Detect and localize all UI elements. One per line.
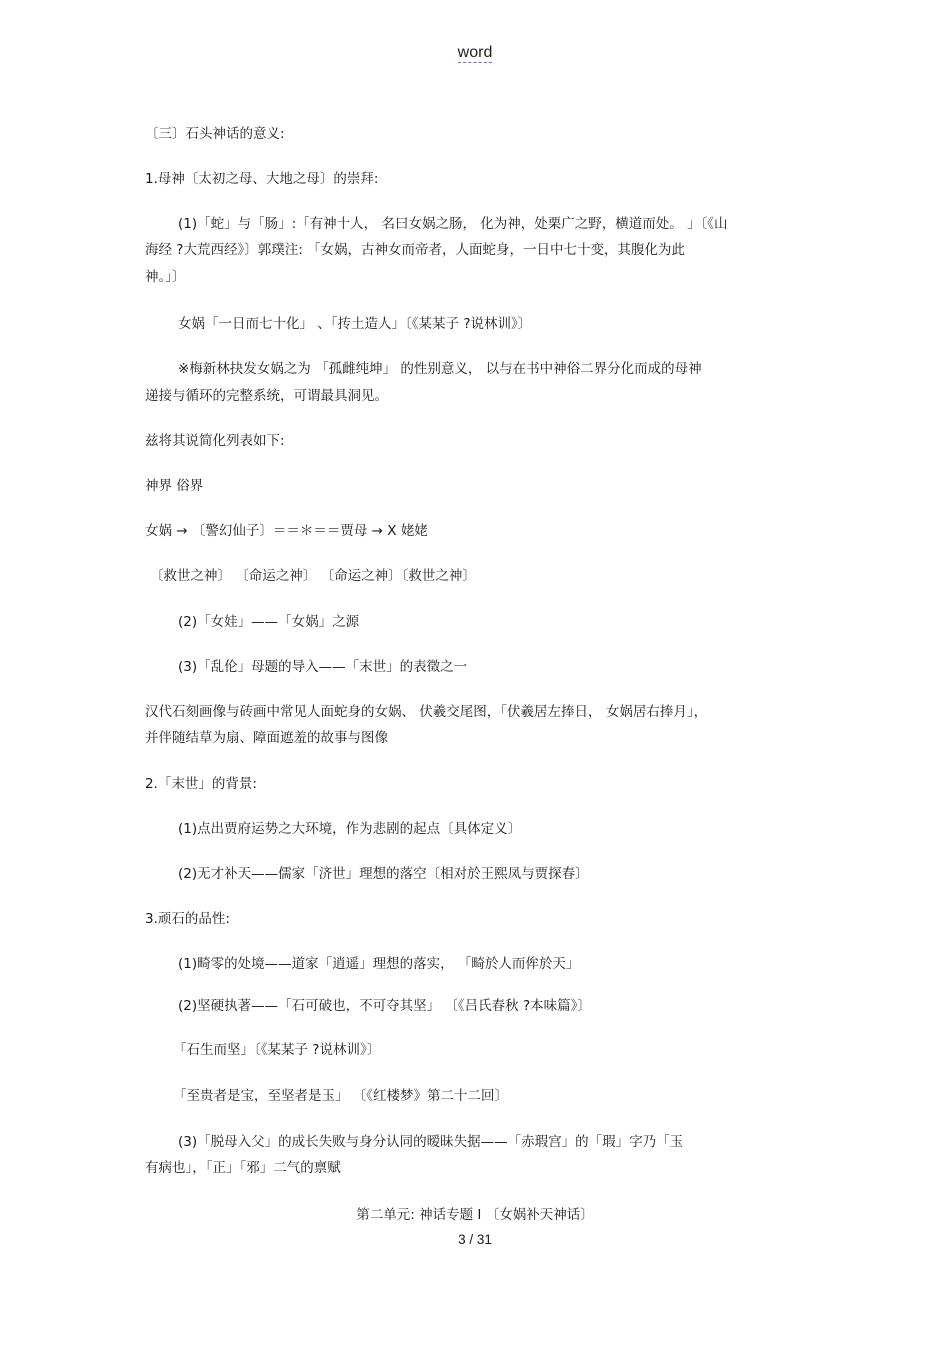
text-line: (2)「女娃」——「女娲」之源 <box>178 614 360 630</box>
text-line: 兹将其说简化列表如下: <box>145 433 285 449</box>
text-line: (2)无才补天——儒家「济世」理想的落空〔相对於王熙凤与贾探春〕 <box>178 866 589 882</box>
table-row: 女娲 → 〔警幻仙子〕＝＝＊＝＝贾母 → X 姥姥 <box>145 523 428 539</box>
text-line: 海经 ?大荒西经》〕郭璞注: 「女娲，古神女而帝者，人面蛇身，一日中七十变，其腹化为此 <box>145 242 686 258</box>
section-heading-3: 〔三〕石头神话的意义: <box>145 126 285 142</box>
table-header-line: 神界 俗界 <box>145 478 204 494</box>
text-line: (3)「脱母入父」的成长失败与身分认同的暧昧失据——「赤瑕宫」的「瑕」字乃「玉 <box>178 1134 684 1150</box>
text-line: 汉代石刻画像与砖画中常见人面蛇身的女娲、 伏羲交尾图，「伏羲居左捧日， 女娲居右捧月」， <box>145 704 708 720</box>
page-header <box>0 44 950 62</box>
subheading-end-era: 2.「末世」的背景: <box>145 776 257 792</box>
text-line: 「石生而坚」〔《某某子 ?说林训》〕 <box>173 1042 381 1058</box>
subheading-stone-nature: 3.顽石的品性: <box>145 911 230 927</box>
text-line: (3)「乱伦」母题的导入——「末世」的表徵之一 <box>178 659 468 675</box>
header-title: word <box>457 44 493 61</box>
text-line: (1)畸零的处境——道家「逍遥」理想的落实， 「畸於人而侔於天」 <box>178 956 580 972</box>
text-line: 「至贵者是宝，至坚者是玉」 〔《红楼梦》第二十二回〕 <box>173 1088 509 1104</box>
text-line: 女娲「一日而七十化」 、「抟土造人」〔《某某子 ?说林训》〕 <box>178 316 532 332</box>
text-line: 神。」〕 <box>145 269 186 285</box>
subheading-mother-goddess: 1.母神〔太初之母、大地之母〕的崇拜: <box>145 171 379 187</box>
text-line: 有病也」，「正」「邪」二气的禀赋 <box>145 1160 341 1176</box>
footer-unit-title: 第二单元: 神话专题 I 〔女娲补天神话〕 <box>356 1207 594 1223</box>
page-number: 3 / 31 <box>458 1232 492 1247</box>
text-line: (2)坚硬执著——「石可破也，不可夺其坚」 〔《吕氏春秋 ?本味篇》〕 <box>178 998 591 1014</box>
table-row: 〔救世之神〕 〔命运之神〕 〔命运之神〕〔救世之神〕 <box>150 568 476 584</box>
text-line: (1)「蛇」与「肠」:「有神十人， 名曰女娲之肠， 化为神，处栗广之野，横道而处。 」〔《山 <box>178 216 728 232</box>
text-line: 递接与循环的完整系统，可谓最具洞见。 <box>145 388 388 404</box>
text-line: ※梅新林抉发女娲之为 「孤雌纯坤」 的性别意义， 以与在书中神俗二界分化而成的母神 <box>178 361 702 377</box>
text-line: 并伴随结草为扇、障面遮羞的故事与图像 <box>145 730 388 746</box>
text-line: (1)点出贾府运势之大环境，作为悲剧的起点〔具体定义〕 <box>178 821 522 837</box>
